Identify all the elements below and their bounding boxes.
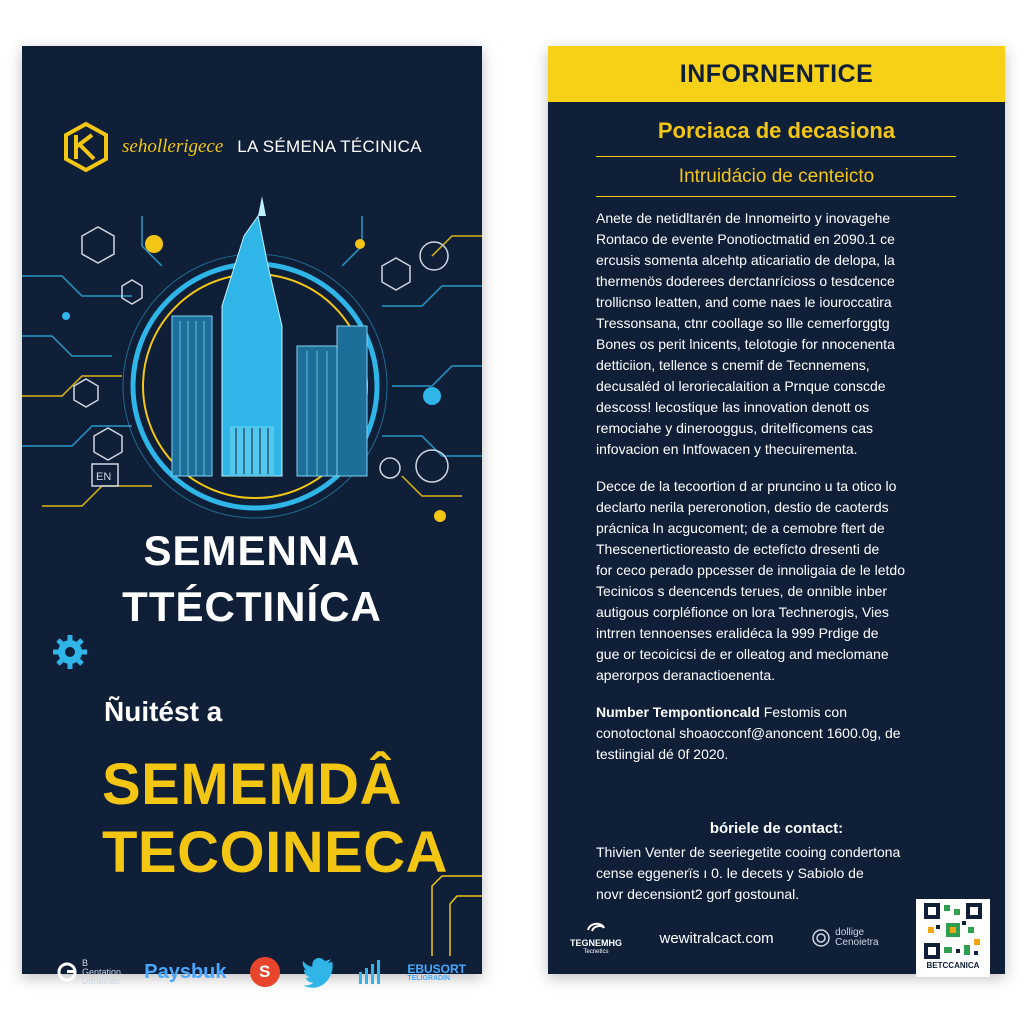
signal-bars-icon[interactable] [358, 960, 384, 984]
text-line: aperorpos deranactioenenta. [596, 667, 776, 683]
hexagon-logo-icon [60, 121, 112, 173]
number-lead: Number Tempontioncald [596, 704, 760, 720]
poster-front-panel [22, 46, 482, 986]
text-line: conotoctonal shoaocconf@anoncent 1600.0g, de [596, 725, 901, 741]
g-sponsor-label-1: B [82, 957, 89, 968]
text-line: remociahe y dinerooggus, dritelficomens cas [596, 420, 874, 436]
text-line: descoss! lecostique las innovation denott os [596, 399, 870, 415]
text-line-lead [596, 702, 958, 723]
text-line: cense eggenerïs ı 0. le decets y Sabiolo de [596, 865, 864, 881]
text-line: decusaléd ol leroriecalaition a Prnque conscde [596, 378, 886, 394]
seal-logo [811, 928, 878, 948]
tegnemhg-logo[interactable] [570, 920, 622, 955]
text-line: detticiion, tellence s cnemif de Tecnnemens, [596, 357, 870, 373]
brand-event-name: LA SÉMENA TÉCINICA [237, 137, 422, 156]
text-line: for ceco perado ppcesser de innoligaia de le letdo [596, 562, 905, 578]
info-footer [570, 912, 990, 970]
brand-name: sehollerigece [122, 136, 224, 157]
qr-code-icon [924, 903, 982, 959]
number-lead-rest: Festomis con [759, 704, 847, 720]
qr-code[interactable] [916, 899, 990, 977]
text-line: ercusis somenta alcehtp aticariatio de delopa, la [596, 252, 895, 268]
event-name-line-2: TECOINECA [102, 820, 449, 885]
text-line: Thescenertictioreasto de ectefícto dresenti de [596, 541, 880, 557]
text-line: testiingial dé 0f 2020. [596, 746, 729, 762]
website-link[interactable]: wewitralcact.com [659, 929, 774, 947]
info-subtitle: Porciaca de decasiona [657, 118, 896, 143]
text-line: declarto nerila pereronotion, destio de caoterds [596, 499, 889, 515]
title-line-1: SEMENNA [143, 527, 361, 574]
elsport-label-1: EBUSORT [407, 961, 466, 976]
text-line: Thivien Venter de seeriegetite cooing condertona [596, 844, 901, 860]
text-line: Rontaco de evente Ponotioctmatid en 2090.1 ce [596, 231, 895, 247]
sponsor-social-row [56, 952, 466, 992]
g-sponsor-logo[interactable] [56, 959, 121, 986]
paragraph-contact [596, 842, 958, 905]
event-name-line-1: SEMEMDÂ [102, 752, 402, 817]
g-logo-icon [56, 961, 78, 983]
paysbuk-link[interactable]: Paysbuk [144, 960, 227, 983]
banner-title: INFORNENTICE [679, 59, 874, 88]
title-line-2: TTÉCTINÍCA [122, 583, 382, 630]
seal-label-1: dollige [835, 927, 865, 938]
gear-icon [52, 634, 88, 670]
footer-logo-sublabel: Tecnetics [583, 949, 609, 956]
text-line: Anete de netidltarén de Innomeirto y inovagehe [596, 210, 891, 226]
elsport-logo[interactable] [407, 963, 466, 982]
text-line: novr decensiont2 gorf gostounal. [596, 886, 800, 902]
paragraph-details [596, 476, 958, 686]
qr-label: BETCCANICA [926, 961, 980, 970]
seal-circle-icon [811, 928, 831, 948]
text-line: gue or tecoicicsi de er olleatog and meclomane [596, 646, 889, 662]
info-banner [548, 46, 1005, 102]
city-tech-illustration [22, 196, 482, 526]
text-line: Tecinicos s deencends terues, de onnible inber [596, 583, 888, 599]
g-sponsor-label-2: Gentation [82, 966, 122, 977]
footer-logo-label: TEGNEMHG [570, 938, 623, 949]
divider-top [596, 156, 956, 157]
text-line: intrren tennoenses eralidéca la 999 Prdige de [596, 625, 879, 641]
text-line: Decce de la tecoortion d ar pruncino u ta otico lo [596, 478, 897, 494]
circuit-decoration [402, 866, 482, 956]
seal-label-2: Cenoietra [835, 937, 879, 948]
elsport-label-2: TELIGRADIN [407, 974, 451, 982]
text-line: trollicnso leatten, and come naes le iouroccatira [596, 294, 892, 310]
text-line: Tressonsana, ctnr coollage so llle cemerforggtg [596, 315, 890, 331]
section-heading: Intruidácio de centeicto [678, 166, 875, 187]
invite-text: Ñuitést a [104, 696, 223, 727]
divider-bottom [596, 196, 956, 197]
contact-heading: bóriele de contact: [709, 820, 844, 837]
text-line: thermenös doderees derctanrícioss o tesdcence [596, 273, 895, 289]
brand-header [60, 120, 422, 174]
text-line: prácnica ln acgucoment; de a cemobre ftert de [596, 520, 885, 536]
text-line: infovacion en Intfowacen y thecuirementa. [596, 441, 858, 457]
s-social-icon[interactable]: S [250, 957, 280, 987]
g-sponsor-label-3: Donatilas [82, 975, 120, 986]
paragraph-number [596, 702, 958, 765]
swirl-logo-icon [586, 920, 606, 936]
text-line: Bones os perit lnicents, telotogie for nnocenenta [596, 336, 895, 352]
icon-label-en: EN [96, 471, 112, 483]
poster-info-panel [548, 46, 1005, 974]
twitter-bird-icon[interactable] [303, 958, 335, 986]
paragraph-intro [596, 208, 958, 460]
text-line: autigous corpléfionce on lora Technerogis, Vies [596, 604, 889, 620]
